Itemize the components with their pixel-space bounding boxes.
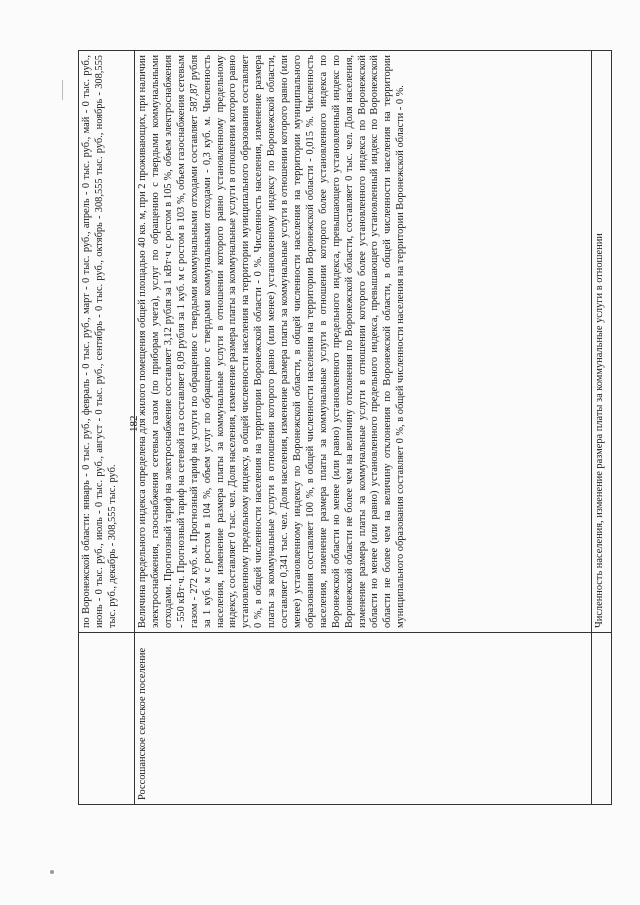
settlement-name-cell — [591, 633, 611, 805]
table-row — [79, 51, 135, 805]
page-number: 182 — [128, 415, 140, 432]
settlement-name-cell: Россошанское сельское поселение — [135, 633, 592, 805]
table-row — [135, 51, 592, 805]
rotated-table-container — [78, 50, 612, 805]
description-cell: Величина предельного индекса определена для жилого помещения общей площадью 40 кв. м, при 2 проживающих, при наличии электроснабжения, газоснабжения сетевым газом (по приборам учета), услуг по обращению с твердыми коммунальными отходами. Прогнозный тариф на электроснабжение составляет 3,12 рубля за 1 кВт·ч с ростом в 105 %, объем электроснабжения - 550 кВт·ч. Прогнозный тариф на сетевой газ составляет 8,09 рубля за 1 куб. м с ростом в 103 %, объем газоснабжения сетевым газом - 272 куб. м. Прогнозный тариф на услуги по обращению с твердыми коммунальными отходами составляет 587,87 рубля за 1 куб. м с ростом в 104 %, объем услуг по обращению с твердыми коммунальными отходами - 0,3 куб. м. Численность населения, изменение размера платы за коммунальные услуги в отношении которого равно установленному предельному индексу, составляет 0 тыс. чел. Доля населения, изменение размера платы за коммунальные услуги в отношении которого равно установленному предельному индексу, в общей численности населения на территории муниципального образования составляет 0 %, в общей численности населения на территории Воронежской области - 0 %. Численность населения, изменение размера платы за коммунальные услуги в отношении которого равно (или менее) установленному индексу по Воронежской области, составляет 0,341 тыс. чел. Доля населения, изменение размера платы за коммунальные услуги в отношении которого равно (или менее) установленному индексу по Воронежской области, в общей численности населения на территории муниципального образования составляет 100 %, в общей численности населения на территории Воронежской области - 0,015 %. Численность населения, изменение размера платы за коммунальные услуги в отношении которого более установленного индекса по Воронежской области но менее (или равно) установленного предельного индекса, превышающего установленный индекс по Воронежской области не более чем на величину отклонения по Воронежской области, составляет 0 тыс. чел. Доля населения, изменение размера платы за коммунальные услуги в отношении которого более установленного индекса по Воронежской области но менее (или равно) установленного предельного индекса, превышающего установленный индекс по Воронежской области не более чем на величину отклонения по Воронежской области, в общей численности населения на территории муниципального образования составляет 0 %, в общей численности населения на территории Воронежской области - 0 %. — [135, 51, 592, 633]
settlement-name-cell — [79, 633, 135, 805]
tariff-table — [78, 50, 612, 805]
scan-artifact — [50, 870, 54, 874]
scan-artifact — [62, 80, 63, 100]
description-cell: по Воронежской области: январь - 0 тыс. руб., февраль - 0 тыс. руб., март - 0 тыс. руб., апрель - 0 тыс. руб., май - 0 тыс. руб., июнь - 0 тыс. руб., июль - 0 тыс. руб., август - 0 тыс. руб., сентябрь - 0 тыс. руб., октябрь - 308,555 тыс. руб., ноябрь - 308,555 тыс. руб., декабрь - 308,555 тыс. руб. — [79, 51, 135, 633]
table-row — [591, 51, 611, 805]
description-cell: Численность населения, изменение размера платы за коммунальные услуги в отношении — [591, 51, 611, 633]
